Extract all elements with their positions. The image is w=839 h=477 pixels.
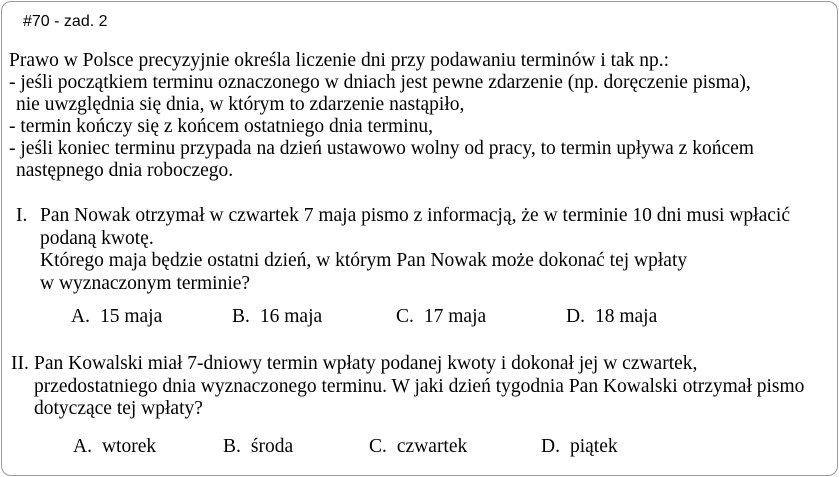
option-text: 17 maja: [423, 306, 487, 327]
question-1-line-4: w wyznaczonym terminie?: [40, 272, 251, 294]
question-1-line-1: Pan Nowak otrzymał w czwartek 7 maja pismo z informacją, że w terminie 10 dni musi wpłacić: [40, 205, 790, 226]
intro-line-2: - jeśli początkiem terminu oznaczonego w dniach jest pewne zdarzenie (np. doręczenie pisma),: [9, 72, 751, 93]
option-letter: A.: [73, 436, 92, 457]
question-1-numeral: I.: [16, 205, 28, 226]
option-letter: B.: [223, 436, 241, 457]
question-2-line-1: Pan Kowalski miał 7-dniowy termin wpłaty podanej kwoty i dokonał jej w czwartek,: [34, 353, 698, 374]
question-1-option-a[interactable]: [71, 306, 162, 328]
option-text: wtorek: [101, 436, 157, 457]
question-2-line-3: dotyczące tej wpłaty?: [34, 398, 203, 419]
option-letter: D.: [566, 306, 585, 327]
question-card: [1, 1, 838, 476]
option-letter: A.: [71, 306, 90, 327]
question-1-option-d[interactable]: [566, 306, 657, 328]
intro-line-5: - jeśli koniec terminu przypada na dzień ustawowo wolny od pracy, to termin upływa z końcem: [9, 138, 754, 159]
card-title: #70 - zad. 2: [23, 13, 108, 30]
intro-paragraph: [9, 50, 831, 182]
question-2-line-2: przedostatniego dnia wyznaczonego terminu. W jaki dzień tygodnia Pan Kowalski otrzymał pismo: [34, 375, 805, 397]
question-2-numeral: II.: [11, 353, 29, 374]
option-letter: D.: [541, 436, 560, 457]
option-text: środa: [250, 436, 294, 457]
question-2-option-b[interactable]: [223, 436, 293, 458]
option-text: 15 maja: [99, 306, 163, 327]
question-2-option-c[interactable]: [369, 436, 467, 458]
option-letter: B.: [232, 306, 250, 327]
question-1-options: [2, 306, 839, 332]
intro-line-4: - termin kończy się z końcem ostatniego dnia terminu,: [9, 116, 434, 137]
question-1-option-c[interactable]: [396, 306, 486, 328]
question-1-line-3: Którego maja będzie ostatni dzień, w którym Pan Nowak może dokonać tej wpłaty: [40, 250, 688, 271]
question-1: [9, 205, 790, 295]
intro-line-3: nie uwzględnia się dnia, w którym to zdarzenie nastąpiło,: [16, 94, 465, 115]
question-2-option-d[interactable]: [541, 436, 618, 458]
question-2: [9, 353, 804, 421]
question-1-line-2: podaną kwotę.: [40, 227, 154, 249]
question-2-options: [2, 436, 839, 462]
option-text: 18 maja: [594, 306, 658, 327]
option-text: czwartek: [396, 436, 468, 457]
intro-line-1: Prawo w Polsce precyzyjnie określa liczenie dni przy podawaniu terminów i tak np.:: [9, 50, 670, 71]
question-1-option-b[interactable]: [232, 306, 322, 328]
intro-line-6: następnego dnia roboczego.: [16, 160, 234, 181]
option-letter: C.: [369, 436, 387, 457]
option-letter: C.: [396, 306, 414, 327]
option-text: piątek: [569, 436, 618, 457]
option-text: 16 maja: [259, 306, 323, 327]
question-2-option-a[interactable]: [73, 436, 156, 458]
